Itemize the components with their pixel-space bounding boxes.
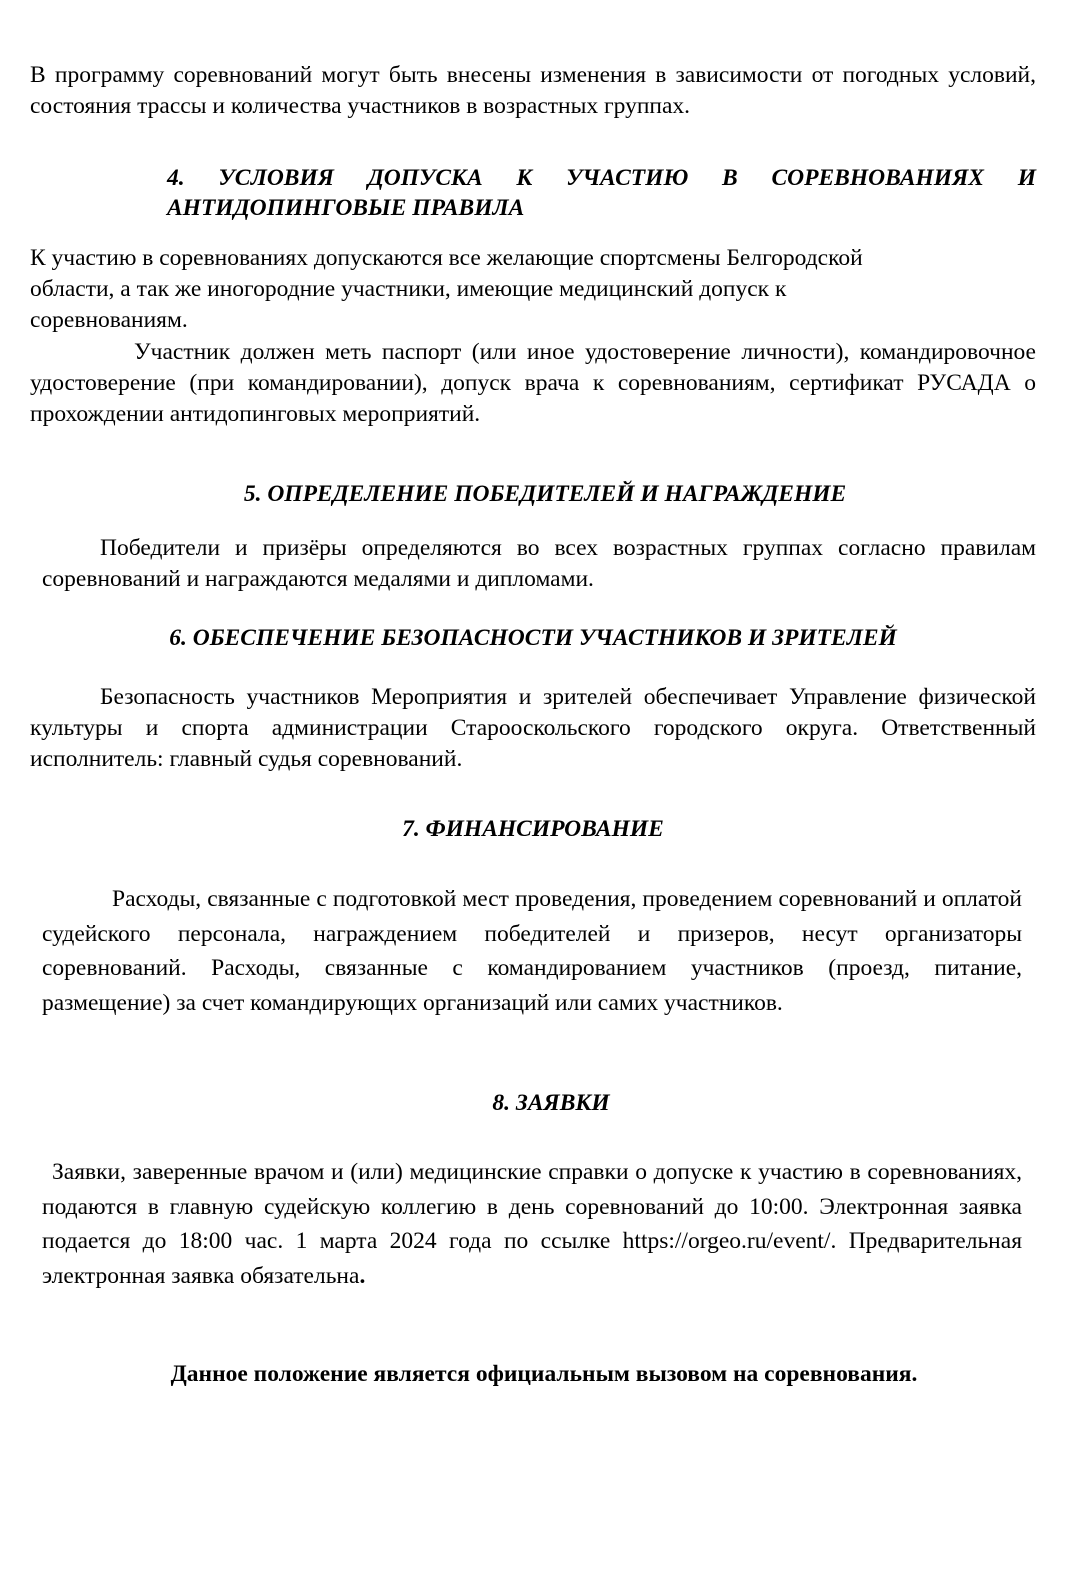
section-8-paragraph (42, 1155, 1022, 1293)
section-4-heading: 4. УСЛОВИЯ ДОПУСКА К УЧАСТИЮ В СОРЕВНОВАНИЯХ И АНТИДОПИНГОВЫЕ ПРАВИЛА (167, 165, 1036, 221)
section-6-paragraph: Безопасность участников Мероприятия и зрителей обеспечивает Управление физической культуры и спорта администрации Старооскольского городского округа. Ответственный исполнитель: главный судья соревнований. (30, 684, 1036, 772)
section-8-heading: 8. ЗАЯВКИ (492, 1090, 610, 1116)
section-5-heading: 5. ОПРЕДЕЛЕНИЕ ПОБЕДИТЕЛЕЙ И НАГРАЖДЕНИЕ (243, 481, 847, 507)
section-4-paragraph-1-line-3: соревнованиям. (30, 307, 188, 333)
section-7-heading: 7. ФИНАНСИРОВАНИЕ (402, 816, 664, 842)
closing-statement: Данное положение является официальным вызовом на соревнования. (170, 1361, 918, 1387)
section-4-paragraph-1-line-2: области, а так же иногородние участники, имеющие медицинский допуск к (30, 276, 787, 302)
section-7-paragraph: Расходы, связанные с подготовкой мест проведения, проведением соревнований и оплатой судейского персонала, награждением победителей и призеров, несут организаторы соревнований. Расходы, связанные с командированием участников (проезд, питание, размещение) за счет командирующих организаций или самих участников. (42, 886, 1022, 1016)
section-6-heading: 6. ОБЕСПЕЧЕНИЕ БЕЗОПАСНОСТИ УЧАСТНИКОВ И ЗРИТЕЛЕЙ (169, 625, 897, 651)
section-8-paragraph-bold-period: . (359, 1262, 366, 1289)
section-8-paragraph-text: Заявки, заверенные врачом и (или) медицинские справки о допуске к участию в соревнованиях, подаются в главную судейскую коллегию в день соревнований до 10:00. Электронная заявка подается до 18:00 час. 1 марта 2024 года по ссылке https://orgeo.ru/event/. Предварительная электронная заявка обязательна (42, 1159, 1022, 1289)
section-4-paragraph-1 (30, 243, 1036, 336)
section-5-paragraph: Победители и призёры определяются во всех возрастных группах согласно правилам соревнований и награждаются медалями и дипломами. (42, 535, 1036, 592)
section-4-paragraph-2: Участник должен меть паспорт (или иное удостоверение личности), командировочное удостоверение (при командировании), допуск врача к соревнованиям, сертификат РУСАДА о прохождении антидопинговых мероприятий. (30, 339, 1036, 427)
intro-paragraph: В программу соревнований могут быть внесены изменения в зависимости от погодных условий, состояния трассы и количества участников в возрастных группах. (30, 62, 1036, 119)
section-4-paragraph-1-line-1: К участию в соревнованиях допускаются все желающие спортсмены Белгородской (30, 245, 863, 271)
